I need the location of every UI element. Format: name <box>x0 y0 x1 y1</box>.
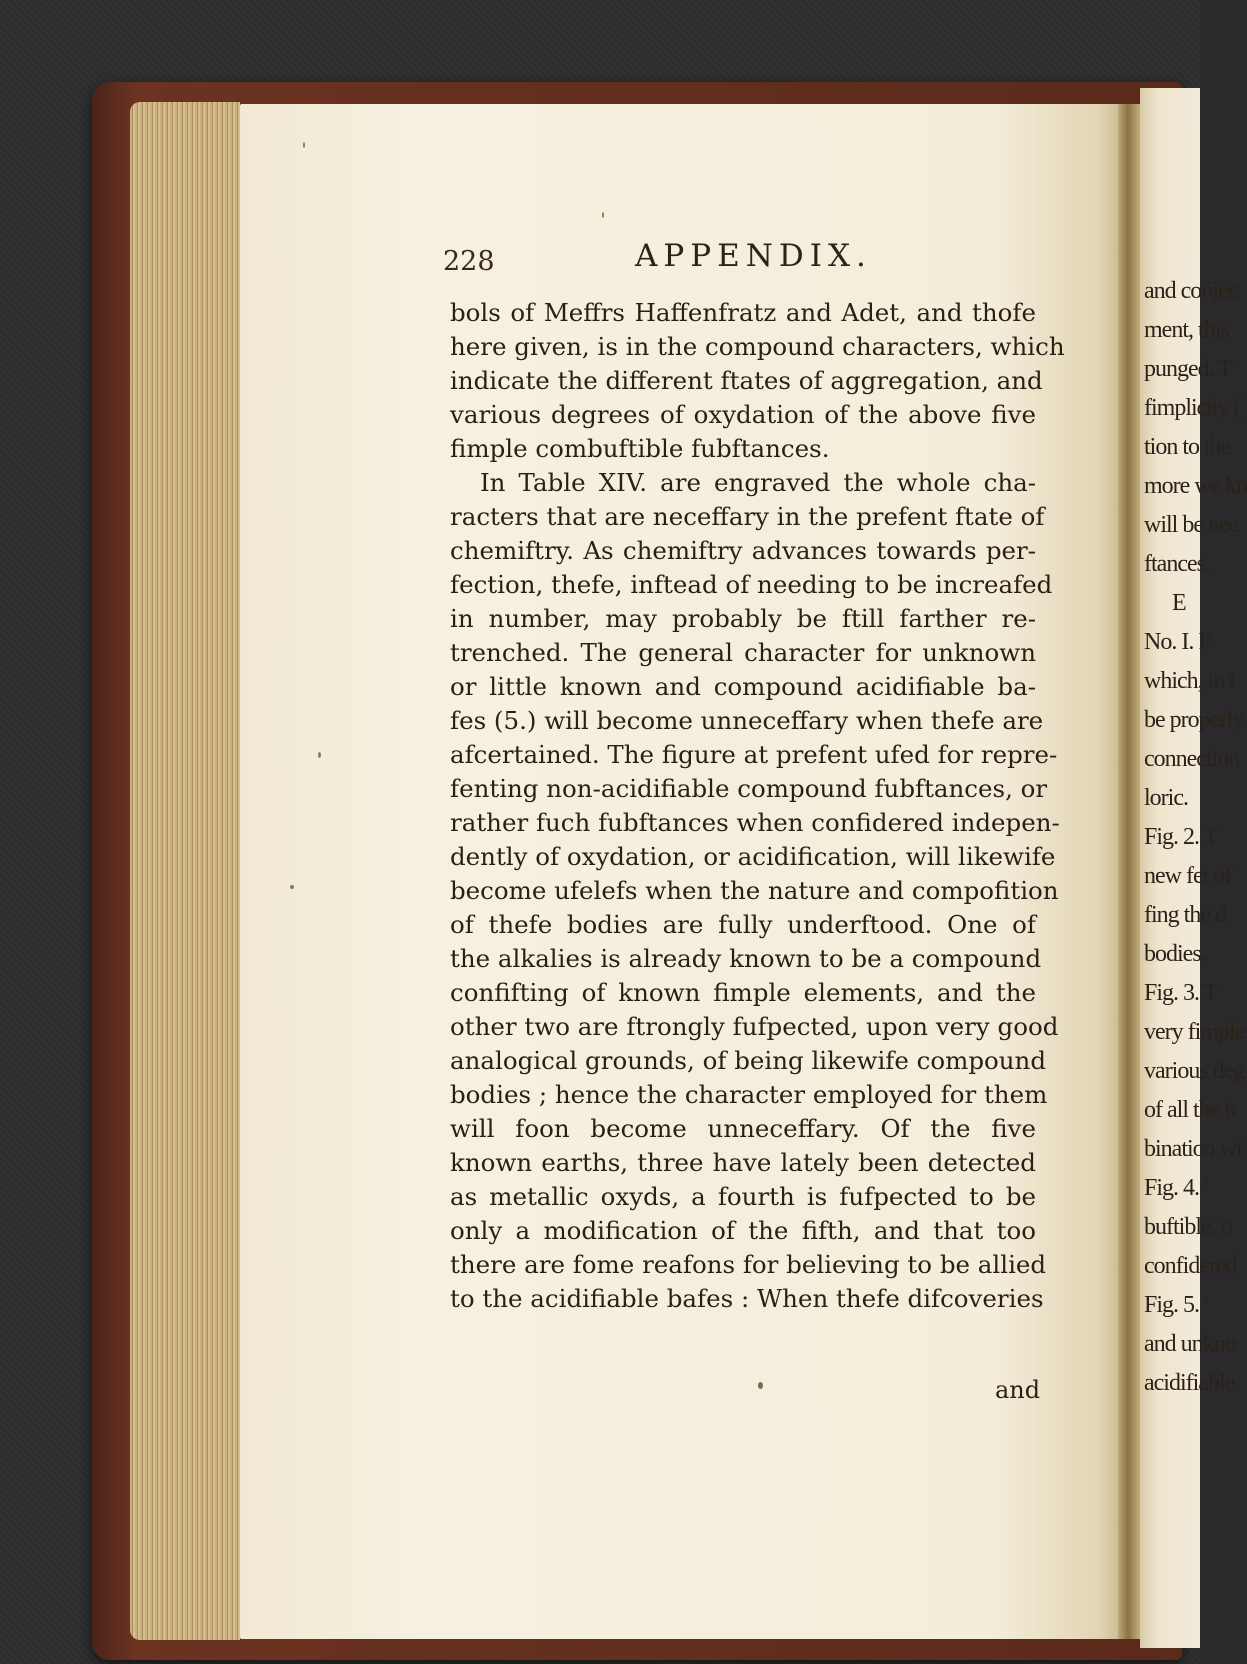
paper-speck <box>602 212 604 218</box>
text-line: In Table XIV. are engraved the whole cha- <box>480 468 1036 497</box>
paper-speck <box>318 752 321 758</box>
facing-text-line: and conjec <box>1144 278 1238 304</box>
facing-text-line: very fimple <box>1144 1019 1245 1045</box>
paper-speck <box>290 885 294 889</box>
facing-text-line: Fig. 2. T <box>1144 824 1218 850</box>
facing-text-line: will be nee <box>1144 512 1239 538</box>
text-line: confifting of known fimple elements, and the <box>450 978 1036 1007</box>
text-line: racters that are neceffary in the prefent ftate of <box>450 502 1045 531</box>
facing-text-line: which, in t <box>1144 668 1235 694</box>
text-line: become ufelefs when the nature and compofition <box>450 876 1059 905</box>
book-gutter <box>1118 104 1140 1639</box>
page-mark <box>758 1382 763 1389</box>
text-line: fimple combuftible fubftances. <box>450 434 830 463</box>
facing-text-line: Fig. 3. T <box>1144 980 1218 1006</box>
facing-text-line: fimplicity ( <box>1144 395 1241 421</box>
facing-text-line: be properly <box>1144 707 1243 733</box>
text-line: analogical grounds, of being likewife compound <box>450 1046 1047 1075</box>
text-line: various degrees of oxydation of the above five <box>450 400 1036 429</box>
facing-text-line: tion to the <box>1144 434 1231 460</box>
facing-text-line: ftances. <box>1144 551 1210 577</box>
text-line: indicate the different ftates of aggregation, and <box>450 366 1043 395</box>
facing-text-line: bination wi <box>1144 1136 1242 1162</box>
facing-text-line: fing the d <box>1144 902 1226 928</box>
facing-text-line: confidered <box>1144 1253 1237 1279</box>
facing-text-line: connection <box>1144 746 1240 772</box>
text-line: fection, thefe, inftead of needing to be increafed <box>450 570 1053 599</box>
text-line: in number, may probably be ftill farther re- <box>450 604 1036 633</box>
facing-text-line: Fig. 5. ' <box>1144 1292 1208 1318</box>
paper-speck <box>303 142 305 148</box>
text-line: here given, is in the compound characters, which <box>450 332 1065 361</box>
facing-text-line: and unkno <box>1144 1331 1236 1357</box>
text-line: there are fome reafons for believing to be allied <box>450 1250 1047 1279</box>
text-line: the alkalies is already known to be a compound <box>450 944 1042 973</box>
facing-text-line: bodies. <box>1144 941 1206 967</box>
catchword: and <box>995 1376 1041 1404</box>
text-line: dently of oxydation, or acidification, will likewife <box>450 842 1056 871</box>
facing-text-line: punged. T <box>1144 356 1232 382</box>
facing-text-line: acidifiable <box>1144 1370 1235 1396</box>
text-line: will foon become unneceffary. Of the five <box>450 1114 1036 1143</box>
facing-text-line: E <box>1172 590 1186 616</box>
facing-text-line: various deg <box>1144 1058 1245 1084</box>
text-line: bols of Meffrs Haffenfratz and Adet, and thofe <box>450 298 1036 327</box>
running-head: APPENDIX. <box>635 238 872 274</box>
facing-page <box>1140 88 1247 1648</box>
text-line: trenched. The general character for unknown <box>450 638 1036 667</box>
text-line: bodies ; hence the character employed for them <box>450 1080 1048 1109</box>
text-line: fes (5.) will become unneceffary when thefe are <box>450 706 1044 735</box>
text-line: or little known and compound acidifiable ba- <box>450 672 1036 701</box>
text-line: of thefe bodies are fully underftood. One of <box>450 910 1036 939</box>
facing-text-line: new fet of <box>1144 863 1232 889</box>
text-line: fenting non-acidifiable compound fubftances, or <box>450 774 1048 803</box>
facing-text-line: of all the b <box>1144 1097 1236 1123</box>
text-line: rather fuch fubftances when confidered indepen- <box>450 808 1060 837</box>
facing-text-line: ment, this <box>1144 317 1229 343</box>
page-number: 228 <box>443 246 495 277</box>
facing-text-line: buftible, o <box>1144 1214 1232 1240</box>
page-edges <box>130 102 240 1640</box>
facing-text-line: loric. <box>1144 785 1188 811</box>
facing-text-line: more we kn <box>1144 473 1247 499</box>
text-line: chemiftry. As chemiftry advances towards per- <box>450 536 1036 565</box>
text-line: to the acidifiable bafes : When thefe difcoveries <box>450 1284 1044 1313</box>
text-line: only a modification of the fifth, and that too <box>450 1216 1036 1245</box>
text-line: afcertained. The figure at prefent ufed for repre- <box>450 740 1058 769</box>
text-line: as metallic oxyds, a fourth is fufpected to be <box>450 1182 1036 1211</box>
facing-text-line: No. I. F <box>1144 629 1211 655</box>
text-line: known earths, three have lately been detected <box>450 1148 1036 1177</box>
text-line: other two are ftrongly fufpected, upon very good <box>450 1012 1059 1041</box>
facing-text-line: Fig. 4. ' <box>1144 1175 1208 1201</box>
body-text <box>450 296 1065 1316</box>
